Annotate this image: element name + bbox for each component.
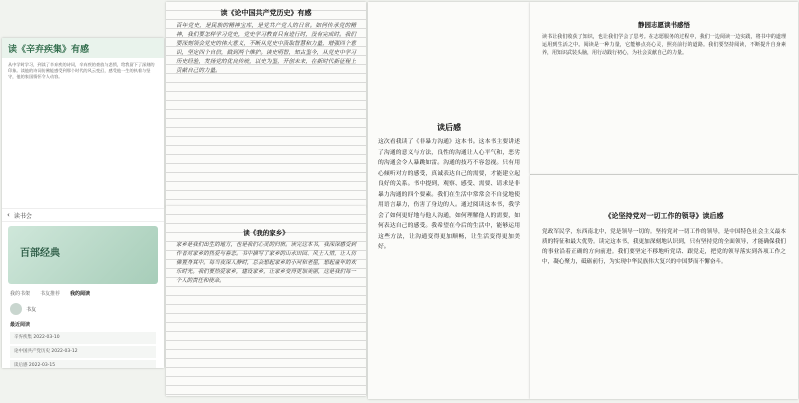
phone-header (2, 38, 164, 58)
phone-screenshot (2, 38, 164, 368)
handwritten-sheet-2 (166, 206, 366, 396)
list-item[interactable]: 读后感 2022-03-15 (10, 360, 156, 368)
sheet-2-title: 读《我的家乡》 (243, 229, 289, 237)
typed-sheet (368, 2, 530, 399)
printed-sheet-1-title: 静园志愿读书感悟 (638, 21, 690, 29)
phone-user[interactable] (2, 299, 164, 319)
list-item[interactable]: 辛弃疾集 2022-03-10 (10, 332, 156, 344)
phone-section-title: 最近阅读 (10, 322, 31, 328)
handwritten-sheet-1 (166, 2, 366, 207)
printed-sheet-1-body: 读书让我们收获了知识，也让我们学会了思考。在志愿服务的过程中，我们一边阅读一边实践，将书中的道理运用到生活之中。阅读是一种力量，它能够点亮心灵，照亮前行的道路。我们要坚持阅读，不断提升自身素养，用知识武装头脑，用行动践行初心，为社会贡献自己的力量。 (542, 34, 786, 56)
phone-app-bar[interactable] (2, 208, 164, 222)
list-item[interactable]: 论中国共产党历史 2022-03-12 (10, 346, 156, 358)
printed-sheet-1 (530, 2, 798, 174)
typed-sheet-title: 读后感 (437, 122, 461, 132)
tab-recommend[interactable]: 书友推荐 (40, 291, 61, 297)
phone-intro-text: 从中学时学习，到读了辛弃疾的诗词，辛弃疾的豪放与悲愤，给我留下了深刻的印象。读他的诗词仿佛能感受到那个时代的风云变幻，感受他一生的执着与坚守，他的家国情怀令人动容。 (8, 62, 155, 79)
tab-my-reading[interactable]: 我的阅读 (70, 291, 91, 297)
sheet-1-body: 百年党史，是民族的精神宝库，是党共产党人的日常。如何传承党的精神，我们要怎样学习党史，党史学习教育只有进行时，没有完成时。我们要深刻领会党史的伟大意义，不断从党史中汲取智慧和力量，增强四个意识，坚定四个自信，做到两个维护。读史明智，知古鉴今，从党史中学习历史经验，发扬党的优良传统，以史为鉴，开创未来，在新时代新征程上贡献自己的力量。 (176, 23, 356, 74)
avatar (10, 303, 22, 315)
sheet-1-title: 读《论中国共产党历史》有感 (220, 8, 312, 17)
back-icon[interactable]: ‹ (7, 211, 10, 219)
printed-sheet-2-title: 《论坚持党对一切工作的领导》读后感 (604, 211, 724, 220)
phone-tabs (2, 288, 164, 299)
tab-bookshelf[interactable]: 我的书架 (10, 291, 31, 297)
phone-banner[interactable] (8, 226, 158, 284)
sheet-2-body: 家乡是我们出生的地方，也是我们心灵的归宿。读完这本书，我深深感受到作者对家乡的热爱与眷恋。书中描写了家乡的山水田园、风土人情，让人仿佛置身其中。每当夜深人静时，总会想起家乡的小河和老屋，想起童年的欢乐时光。我们要热爱家乡，建设家乡，让家乡变得更加美丽，这是我们每一个人的责任和使命。 (176, 242, 356, 284)
typed-sheet-body: 这次看我读了《非暴力沟通》这本书。这本书主要讲述了沟通的意义与方法，良性的沟通让人心平气和，恶劣的沟通会令人暴跳如雷。沟通的技巧不容忽视。只有用心倾听对方的感受，真诚表达自己的需要，才能建立起良好的关系。书中提到，观察、感受、需要、请求是非暴力沟通的四个要素。我们在生活中常常会不自觉地使用语言暴力，伤害了身边的人。通过阅读这本书，我学会了如何更好地与他人沟通，如何理解他人的需要，如何表达自己的感受。我希望在今后的生活中，能够运用这些方法，让沟通变得更加顺畅，让生活变得更加美好。 (378, 139, 520, 250)
printed-sheet-2-body: 党政军民学，东西南北中，党是领导一切的。坚持党对一切工作的领导，是中国特色社会主义最本质的特征和最大优势。读完这本书，我更加深刻地认识到，只有坚持党的全面领导，才能确保我们的事业沿着正确的方向前进。我们要坚定不移地听党话、跟党走，把党的领导落实到各项工作之中，凝心聚力，砥砺前行，为实现中华民族伟大复兴的中国梦而不懈奋斗。 (542, 229, 786, 265)
phone-user-name: 书友 (26, 306, 37, 313)
phone-header-title: 读《辛弃疾集》有感 (8, 44, 90, 55)
phone-banner-text: 百部经典 (20, 248, 60, 259)
printed-sheet-2 (530, 175, 798, 399)
phone-app-bar-name: 读书会 (13, 212, 32, 220)
